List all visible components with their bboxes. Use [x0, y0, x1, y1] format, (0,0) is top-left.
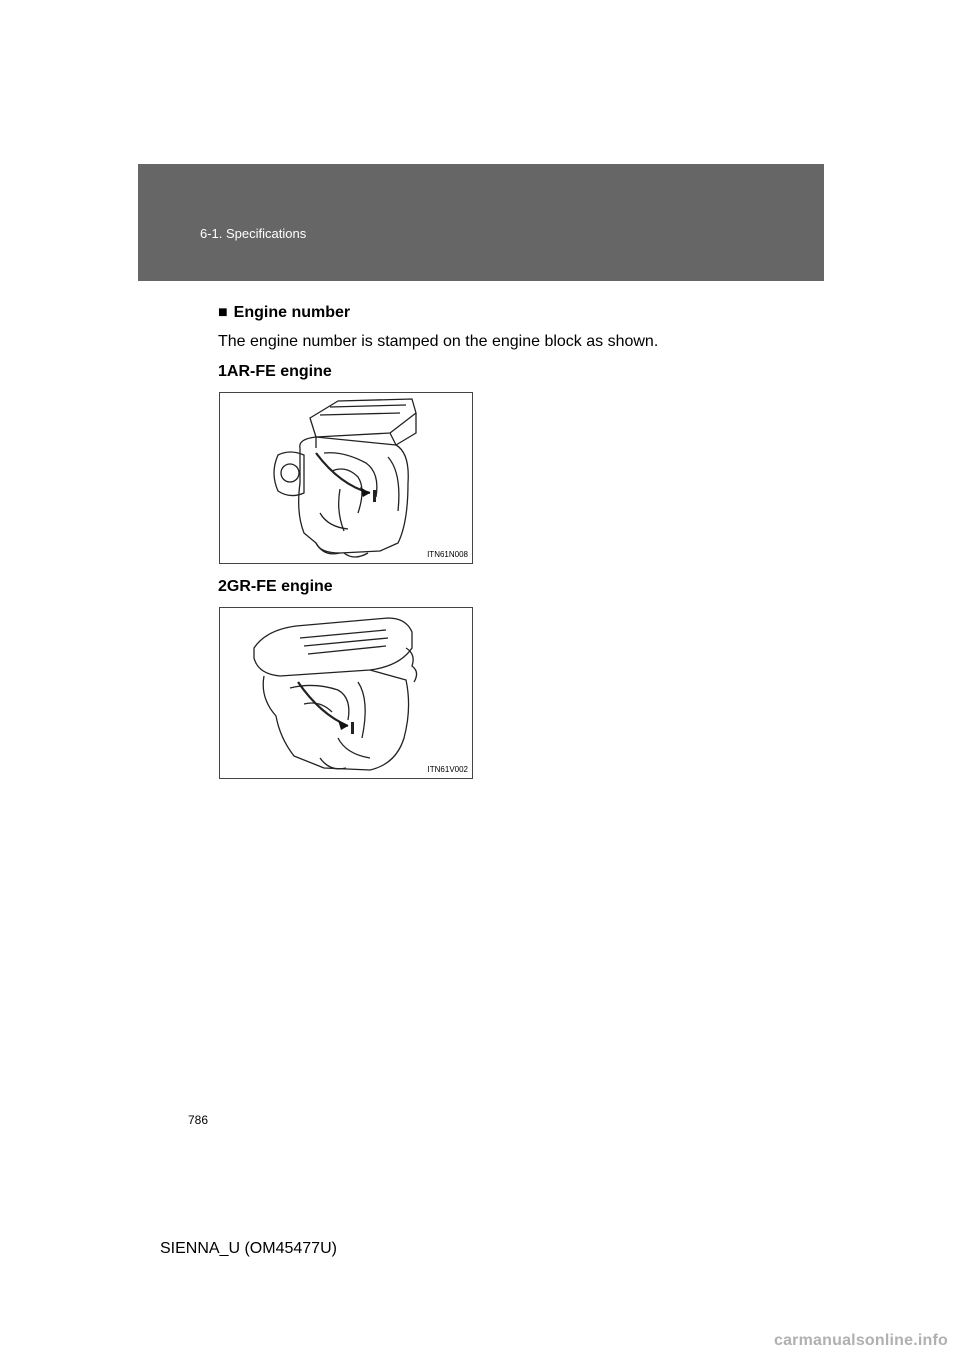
figure-1ar-engine	[219, 392, 473, 564]
watermark: carmanualsonline.info	[773, 1332, 948, 1349]
figure-label-2gr: 2GR-FE engine	[218, 578, 333, 595]
section-heading	[218, 304, 350, 322]
heading-text: Engine number	[233, 304, 351, 321]
page-number: 786	[188, 1113, 209, 1127]
engine-illustration-1ar	[220, 393, 472, 563]
section-label: 6-1. Specifications	[200, 226, 307, 241]
figure-code: ITN61N008	[427, 550, 468, 559]
header-band	[138, 164, 824, 281]
body-paragraph: The engine number is stamped on the engine block as shown.	[218, 333, 659, 350]
figure-2gr-engine	[219, 607, 473, 779]
figure-label-1ar: 1AR-FE engine	[218, 363, 332, 380]
document-id: SIENNA_U (OM45477U)	[160, 1240, 337, 1257]
figure-code: ITN61V002	[427, 765, 468, 774]
bullet-square-icon: ■	[218, 304, 228, 321]
engine-illustration-2gr	[220, 608, 472, 778]
